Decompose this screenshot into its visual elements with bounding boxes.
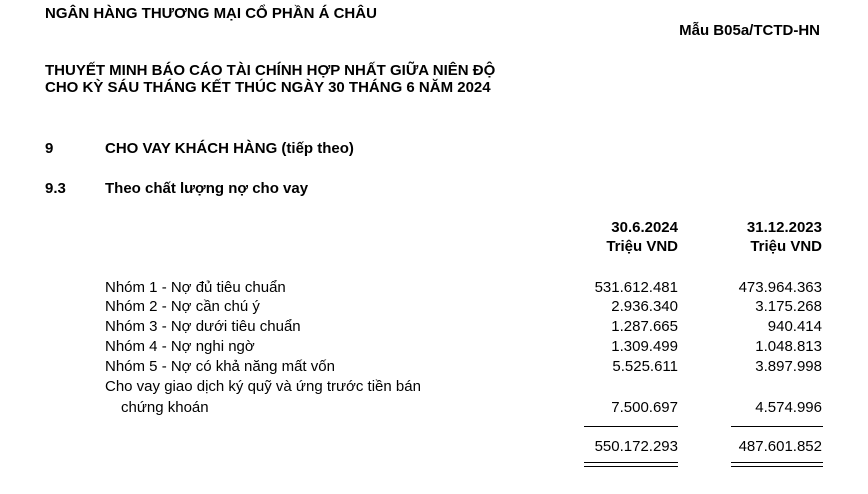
bank-name: NGÂN HÀNG THƯƠNG MẠI CỔ PHẦN Á CHÂU	[45, 5, 377, 22]
total-double-rule-2024-b	[584, 466, 678, 467]
row-value-group3-2023: 940.414	[767, 318, 822, 335]
row-value-margin-lending-2024: 7.500.697	[611, 399, 678, 416]
row-value-group1-2024: 531.612.481	[594, 279, 678, 296]
column-date-1: 30.6.2024	[611, 219, 678, 236]
row-value-group5-2024: 5.525.611	[612, 358, 678, 375]
total-value-2023: 487.601.852	[738, 438, 822, 455]
section-number: 9	[45, 140, 54, 157]
total-double-rule-2024-a	[584, 462, 678, 463]
column-unit-2: Triệu VND	[750, 238, 822, 255]
subsection-number: 9.3	[45, 180, 66, 197]
row-value-group3-2024: 1.287.665	[611, 318, 678, 335]
row-label-group5: Nhóm 5 - Nợ có khả năng mất vốn	[105, 358, 335, 375]
column-date-2: 31.12.2023	[746, 219, 822, 236]
row-label-group2: Nhóm 2 - Nợ cần chú ý	[105, 298, 260, 315]
row-label-margin-lending: Cho vay giao dịch ký quỹ và ứng trước tiền bán	[105, 378, 421, 395]
subsection-title: Theo chất lượng nợ cho vay	[105, 180, 309, 197]
row-value-group4-2024: 1.309.499	[611, 338, 678, 355]
subtotal-rule-2024	[584, 426, 678, 427]
row-label-group4: Nhóm 4 - Nợ nghi ngờ	[105, 338, 255, 355]
column-unit-1: Triệu VND	[606, 238, 678, 255]
row-value-margin-lending-2023: 4.574.996	[755, 399, 822, 416]
row-value-group2-2023: 3.175.268	[755, 298, 822, 315]
row-label-group3: Nhóm 3 - Nợ dưới tiêu chuẩn	[105, 318, 301, 335]
total-double-rule-2023-a	[731, 462, 823, 463]
row-label-margin-lending-cont: chứng khoán	[121, 399, 209, 416]
section-title: CHO VAY KHÁCH HÀNG (tiếp theo)	[105, 140, 354, 157]
row-value-group1-2023: 473.964.363	[738, 279, 822, 296]
form-code: Mẫu B05a/TCTD-HN	[679, 22, 820, 39]
row-value-group4-2023: 1.048.813	[755, 338, 822, 355]
total-value-2024: 550.172.293	[594, 438, 678, 455]
report-title-line1: THUYẾT MINH BÁO CÁO TÀI CHÍNH HỢP NHẤT GIỮA NIÊN ĐỘ	[45, 62, 496, 79]
subtotal-rule-2023	[731, 426, 823, 427]
row-value-group2-2024: 2.936.340	[611, 298, 678, 315]
row-value-group5-2023: 3.897.998	[755, 358, 822, 375]
report-title-line2: CHO KỲ SÁU THÁNG KẾT THÚC NGÀY 30 THÁNG 6 NĂM 2024	[45, 79, 491, 96]
total-double-rule-2023-b	[731, 466, 823, 467]
row-label-group1: Nhóm 1 - Nợ đủ tiêu chuẩn	[105, 279, 286, 296]
